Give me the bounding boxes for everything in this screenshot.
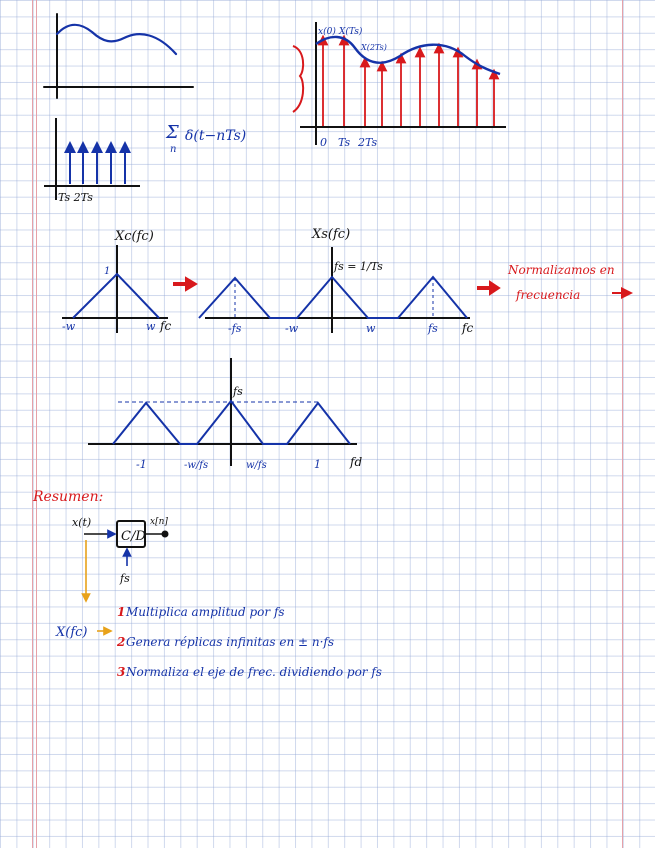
sum-index: n (170, 144, 177, 155)
red-arrow-to-normalize (478, 282, 499, 294)
cd-input-label: x(t) (72, 516, 92, 529)
normalized-tick-1: 1 (314, 458, 321, 471)
normalize-note (507, 263, 615, 302)
xs-tick-fs: fs (428, 322, 438, 335)
sum-label: δ(t−nTs) (185, 128, 247, 144)
cd-block-label: C/D (121, 529, 146, 544)
normalized-peak-label: fs (233, 385, 243, 398)
sample-tick-2Ts: 2Ts (358, 136, 378, 149)
normalize-text-line-2: frecuencia (516, 288, 581, 302)
normalized-tick-w-fs: w/fs (246, 460, 267, 471)
xs-tick-fc: fc (462, 321, 474, 335)
normalized-tick-neg-1: -1 (136, 458, 147, 471)
step-1-number: 1 (117, 605, 126, 619)
sample-tick-Ts: Ts (338, 136, 351, 149)
xs-peak-label: fs = 1/Ts (334, 260, 383, 273)
normalized-spectrum-plot (88, 358, 362, 471)
normalize-text-line-1: Normalizamos en (508, 263, 615, 277)
xs-tick-neg-w: -w (285, 322, 299, 335)
x0-label: x(0) (318, 27, 336, 37)
sum-symbol: Σ (166, 122, 179, 143)
normalized-tick-neg-w-fs: -w/fs (184, 460, 209, 471)
step-3-number: 3 (117, 665, 126, 679)
xs-tick-neg-fs: -fs (228, 322, 242, 335)
xTs-label: X(Ts) (339, 27, 363, 37)
step-3-text: Normaliza el eje de frec. dividiendo por fs (126, 665, 382, 679)
xc-spectrum-plot (62, 229, 171, 333)
xf-label: X(fc) (56, 625, 88, 640)
xs-spectrum-plot (199, 227, 473, 335)
impulse-ticks-label: Ts 2Ts (58, 191, 93, 204)
x2Ts-label: X(2Ts) (361, 43, 387, 52)
xc-tick-neg-w: -w (62, 320, 76, 333)
summary-title: Resumen: (33, 489, 104, 505)
cd-output-label: x[n] (150, 517, 168, 527)
continuous-signal-plot (44, 14, 193, 98)
cd-fs-label: fs (120, 572, 130, 585)
normalized-tick-fd: fd (350, 455, 363, 469)
step-2-text: Genera réplicas infinitas en ± n·fs (126, 635, 335, 649)
xs-label: Xs(fc) (312, 227, 351, 242)
impulse-sum-formula (165, 122, 246, 155)
xc-tick-w: w (146, 320, 156, 333)
step-1-text: Multiplica amplitud por fs (126, 605, 285, 619)
xs-tick-w: w (366, 322, 376, 335)
cd-block-diagram (72, 516, 169, 598)
sampled-signal-plot (293, 22, 506, 149)
sample-tick-0: 0 (320, 136, 327, 149)
impulse-train-plot (44, 118, 140, 204)
step-2-number: 2 (117, 635, 126, 649)
xc-tick-fc: fc (160, 319, 172, 333)
summary-steps (55, 605, 382, 679)
xc-label: Xc(fc) (115, 229, 154, 244)
red-arrow-to-xs (174, 278, 196, 290)
xc-peak-label: 1 (104, 266, 111, 277)
